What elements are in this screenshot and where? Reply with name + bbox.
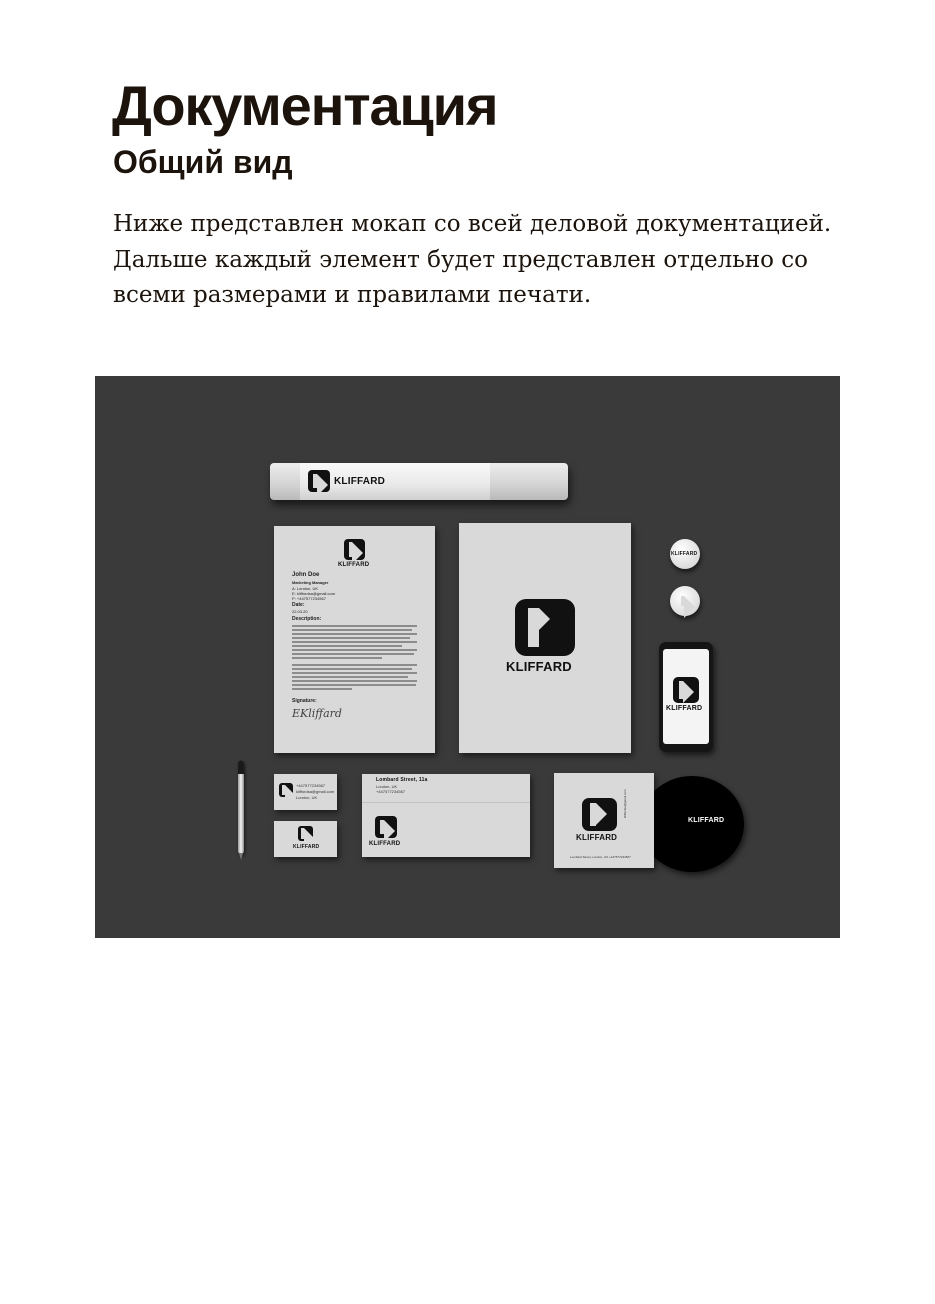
pin-badge — [670, 586, 700, 616]
intro-paragraph: Дальше каждый элемент будет представлен отдельно со всеми размерами и правилами печати. — [113, 246, 809, 308]
page-subtitle: Общий вид — [113, 144, 293, 180]
cd-sleeve — [554, 773, 654, 868]
branded-pen — [238, 760, 244, 854]
envelope-street: Lombard Street, 11a — [376, 777, 428, 783]
disc-brand: KLIFFARD — [688, 817, 725, 824]
card-email: kliffordsa@gmail.com — [296, 789, 335, 794]
folder-brand: KLIFFARD — [506, 659, 572, 674]
kliffard-logo-icon — [298, 826, 313, 841]
poster-tube — [270, 463, 568, 500]
text-line — [292, 625, 417, 627]
kliffard-logo-icon — [582, 798, 617, 831]
card-brand: KLIFFARD — [293, 844, 320, 850]
text-line — [292, 672, 417, 674]
text-line — [292, 649, 417, 651]
letter-signature: EKliffard — [292, 707, 342, 720]
letter-description-label: Description: — [292, 616, 322, 622]
kliffard-logo-icon — [375, 816, 397, 838]
text-line — [292, 688, 352, 690]
stationery-mockup-image — [95, 376, 840, 938]
card-phone: +447577234567 — [296, 783, 326, 788]
sleeve-side-text: kliffardsa@gmail.com — [623, 789, 627, 818]
letter-role: Marketing Manager — [292, 580, 329, 585]
kliffard-logo-icon — [678, 594, 692, 608]
envelope-phone: +447577234567 — [376, 789, 406, 794]
sleeve-footer: Lombard Street, London, UK +447577234567 — [570, 855, 631, 859]
kliffard-logo-icon — [308, 470, 330, 492]
letter-address: A: London, UK — [292, 586, 319, 591]
intro-paragraph: Ниже представлен мокап со всей деловой документацией. — [113, 211, 832, 237]
text-line — [292, 668, 412, 670]
envelope — [362, 774, 530, 857]
text-line — [292, 637, 410, 639]
text-line — [292, 645, 402, 647]
text-line — [292, 657, 382, 659]
kliffard-logo-icon — [673, 677, 699, 703]
envelope-brand: KLIFFARD — [369, 841, 401, 847]
letter-date-label: Date: — [292, 602, 305, 608]
text-line — [292, 680, 417, 682]
envelope-flap-line — [362, 802, 530, 803]
envelope-city: London, UK — [376, 784, 398, 789]
tube-brand-text: KLIFFARD — [334, 475, 386, 487]
letterhead-brand: KLIFFARD — [338, 562, 370, 568]
text-line — [292, 629, 412, 631]
text-line — [292, 684, 416, 686]
business-card-back — [274, 774, 337, 810]
letter-date: 22.03.20 — [292, 609, 308, 614]
badge-brand: KLIFFARD — [671, 551, 698, 557]
text-line — [292, 653, 414, 655]
presentation-folder — [459, 523, 631, 753]
phone-screen — [663, 649, 709, 744]
smartphone — [659, 642, 713, 752]
text-line — [292, 664, 417, 666]
kliffard-logo-icon — [344, 539, 365, 560]
letter-email: E: kliffordsa@gmail.com — [292, 591, 336, 596]
pin-badge — [670, 539, 700, 569]
business-card-front — [274, 821, 337, 857]
kliffard-logo-icon — [515, 599, 575, 656]
card-location: London, UK — [296, 795, 318, 800]
letter-name: John Doe — [292, 572, 320, 578]
page-title: Документация — [112, 74, 498, 137]
kliffard-logo-icon — [279, 783, 293, 797]
text-line — [292, 641, 417, 643]
text-line — [292, 676, 408, 678]
cd-disc — [640, 776, 744, 872]
phone-brand: KLIFFARD — [666, 705, 703, 712]
letter-signature-label: Signature: — [292, 698, 317, 704]
text-line — [292, 633, 417, 635]
tube-brand — [308, 470, 385, 492]
letterhead — [274, 526, 435, 753]
sleeve-brand: KLIFFARD — [576, 833, 618, 842]
letter-phone: P: +447577234567 — [292, 596, 326, 601]
intro-text — [113, 207, 873, 314]
